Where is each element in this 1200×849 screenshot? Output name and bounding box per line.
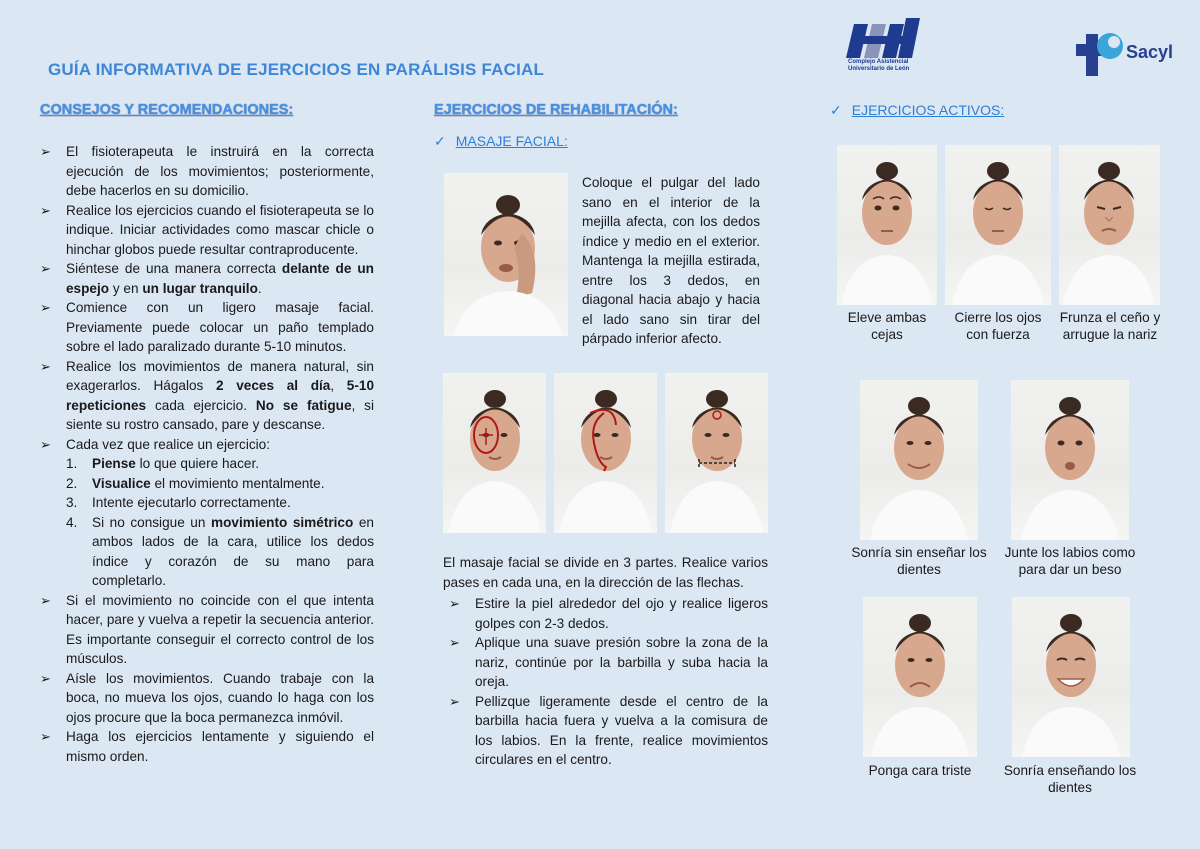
- consejos-heading: CONSEJOS Y RECOMENDACIONES:: [40, 102, 294, 118]
- check-icon: ✓: [434, 133, 446, 149]
- masaje-list: [449, 594, 768, 770]
- exercise-photo-ojos: [945, 145, 1051, 305]
- sacyl-logo: [1076, 28, 1180, 76]
- caption-cejas: Eleve ambas cejas: [847, 310, 927, 342]
- steps-list: [66, 454, 374, 591]
- rehab-heading: EJERCICIOS DE REHABILITACIÓN:: [434, 102, 678, 118]
- exercise-photo-cejas: [837, 145, 937, 305]
- activos-heading-row: [830, 102, 1004, 120]
- masaje-heading: MASAJE FACIAL:: [455, 133, 568, 149]
- list-item: ➢ Realice los ejercicios cuando el fisioterapeuta se lo indique. Iniciar actividades como mascar chicle o hinchar globos puede resultar contraproducente.: [40, 201, 374, 260]
- step-item: 3. Intente ejecutarlo correctamente.: [66, 495, 291, 510]
- exercise-photo-beso: [1011, 380, 1129, 540]
- sacyl-logo-text: Sacyl: [1126, 42, 1174, 62]
- caption-sonrisa: Sonría sin enseñar los dientes: [851, 545, 987, 577]
- list-item: ➢ Aplique una suave presión sobre la zona de la nariz, continúe por la barbilla y suba hacia la oreja.: [449, 633, 768, 692]
- step-item: 2. Visualice el movimiento mentalmente.: [66, 475, 325, 491]
- list-item: ➢ Cada vez que realice un ejercicio: 1. Piense lo que quiere hacer. 2. Visualice el movimiento mentalmente. 3. Intente ejecutarlo correctamente. 4. Si no consigue un movimiento simétrico en ambos lados de la cara, utilice los dedos índice y corazón de su mano para completarlo.: [40, 435, 374, 591]
- exercise-photo-dientes: [1012, 597, 1130, 757]
- masaje-photo: [444, 173, 568, 336]
- exercise-photo-triste: [863, 597, 977, 757]
- exercise-photo-ceno: [1059, 145, 1160, 305]
- list-item: ➢ Aísle los movimientos. Cuando trabaje con la boca, no mueva los ojos, cuando lo haga con los ojos procure que la boca permanezca inmóvil.: [40, 669, 374, 728]
- caption-ojos: Cierre los ojos con fuerza: [954, 310, 1042, 342]
- list-item: ➢ Haga los ejercicios lentamente y siguiendo el mismo orden.: [40, 727, 374, 766]
- list-item: ➢ Si el movimiento no coincide con el que intenta hacer, pare y vuelva a repetir la secuencia anterior. Es importante conseguir el correcto control de los músculos.: [40, 591, 374, 669]
- list-item: ➢ Siéntese de una manera correcta delante de un espejo y en un lugar tranquilo.: [40, 259, 374, 298]
- caption-beso: Junte los labios como para dar un beso: [1004, 545, 1136, 577]
- exercise-photo-sonrisa: [860, 380, 978, 540]
- masaje-heading-row: [434, 133, 568, 151]
- step-item: 4. Si no consigue un movimiento simétrico en ambos lados de la cara, utilice los dedos índice y corazón de su mano para completarlo.: [66, 514, 374, 588]
- step-item: 1. Piense lo que quiere hacer.: [66, 456, 260, 471]
- activos-heading: EJERCICIOS ACTIVOS:: [851, 102, 1005, 118]
- caption-ceno: Frunza el ceño y arrugue la nariz: [1059, 310, 1161, 342]
- list-item: ➢ Pellizque ligeramente desde el centro de la barbilla hacia fuera y vuelva a la comisura de los labios. En la frente, realice movimientos circulares en el centro.: [449, 692, 768, 770]
- list-item: ➢ El fisioterapeuta le instruirá en la correcta ejecución de los movimientos; posteriormente, debe hacerlos en su domicilio.: [40, 142, 374, 201]
- caption-triste: Ponga cara triste: [868, 763, 972, 778]
- check-icon: ✓: [830, 102, 842, 118]
- masaje-photo-nose: [554, 373, 657, 533]
- hospital-logo-text: Complejo Asistencial Universitario de León: [848, 59, 910, 72]
- consejos-list: [40, 142, 374, 766]
- masaje-photo-eye: [443, 373, 546, 533]
- hospital-logo: [846, 18, 920, 76]
- page-title: GUÍA INFORMATIVA DE EJERCICIOS EN PARÁLISIS FACIAL: [48, 60, 545, 79]
- masaje-photo-chin: [665, 373, 768, 533]
- caption-dientes: Sonría enseñando los dientes: [1003, 763, 1137, 795]
- list-item: ➢ Comience con un ligero masaje facial. Previamente puede colocar un paño templado sobre el lado paralizado durante 5-10 minutos.: [40, 298, 374, 357]
- list-item: ➢ Estire la piel alrededor del ojo y realice ligeros golpes con 2-3 dedos.: [449, 594, 768, 633]
- masaje-intro: Coloque el pulgar del lado sano en el interior de la mejilla afecta, con los dedos índice y medio en el exterior. Mantenga la mejilla estirada, entre los 3 dedos, en diagonal hacia abajo y hacia el lado sano sin tirar del párpado inferior afecto.: [582, 175, 760, 346]
- list-item: ➢ Realice los movimientos de manera natural, sin exagerarlos. Hágalos 2 veces al día, 5-10 repeticiones cada ejercicio. No se fatigue, si siente su rostro cansado, pare y descanse.: [40, 357, 374, 435]
- masaje-parts-text: El masaje facial se divide en 3 partes. Realice varios pases en cada una, en la dirección de las flechas.: [443, 555, 768, 590]
